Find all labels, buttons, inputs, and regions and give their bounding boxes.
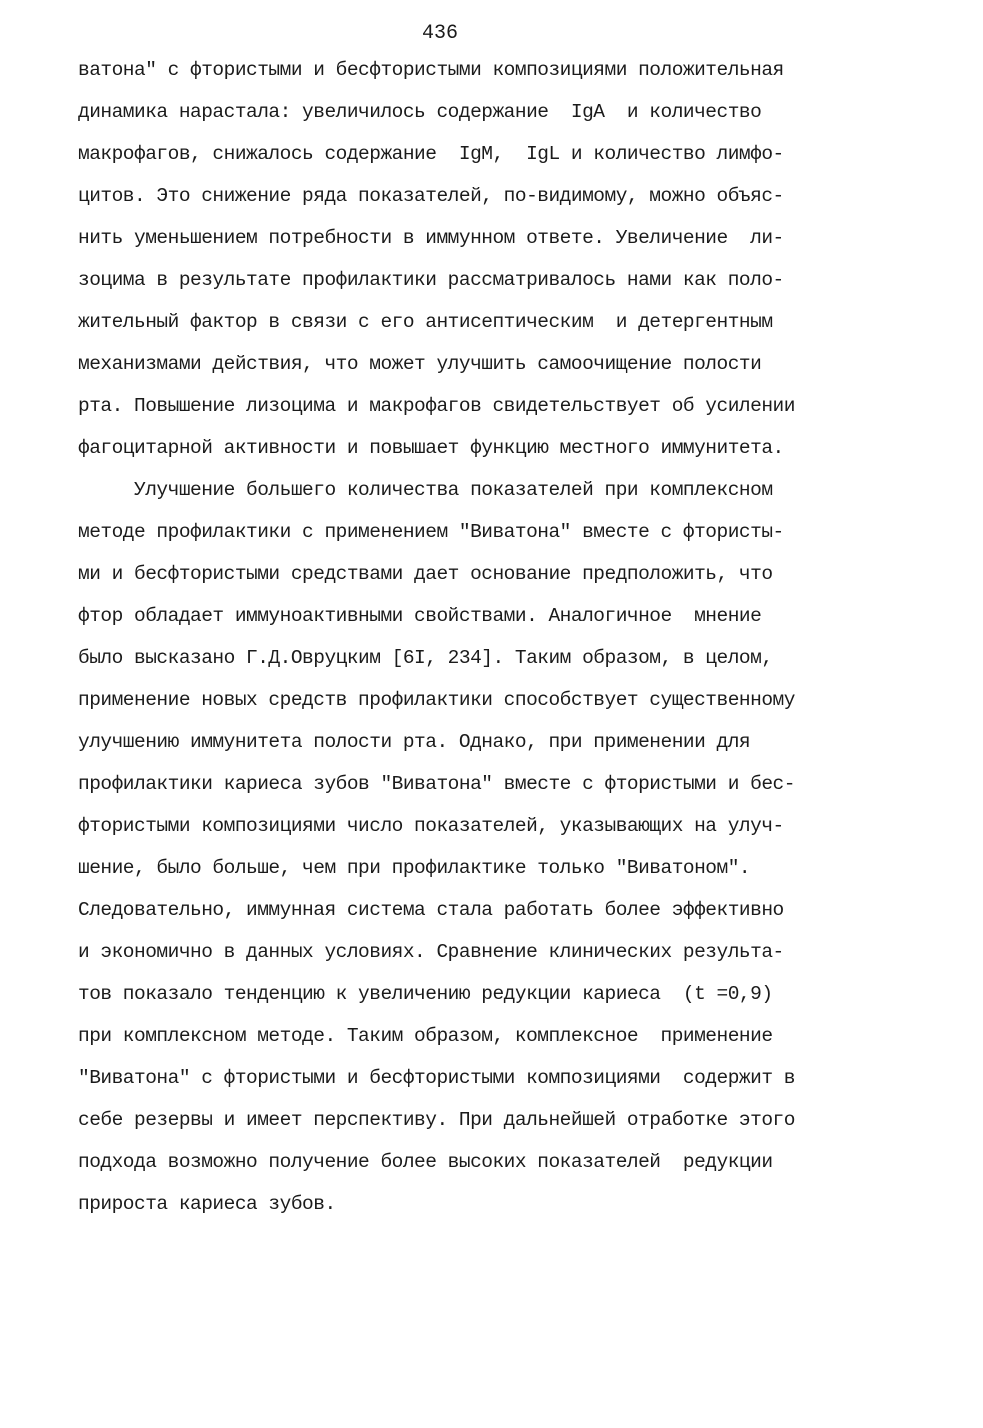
- text-line-18: профилактики кариеса зубов "Виватона" вместе с фтористыми и бес-: [78, 773, 795, 795]
- text-line-3: макрофагов, снижалось содержание IgM, IgL и количество лимфо-: [78, 143, 784, 165]
- text-line-17: улучшению иммунитета полости рта. Однако, при применении для: [78, 731, 751, 753]
- text-line-6: зоцима в результате профилактики рассматривалось нами как поло-: [78, 269, 784, 291]
- text-line-15: было высказано Г.Д.Овруцким [6I, 234]. Таким образом, в целом,: [78, 647, 773, 669]
- text-line-20: шение, было больше, чем при профилактике только "Виватоном".: [78, 857, 751, 879]
- text-line-1: ватона" с фтористыми и бесфтористыми композициями положительная: [78, 59, 784, 81]
- text-line-8: механизмами действия, что может улучшить самоочищение полости: [78, 353, 762, 375]
- text-line-11: Улучшение большего количества показателей при комплексном: [78, 479, 773, 501]
- text-line-27: подхода возможно получение более высоких показателей редукции: [78, 1151, 773, 1173]
- text-line-12: методе профилактики с применением "Виватона" вместе с фтористы-: [78, 521, 784, 543]
- text-line-19: фтористыми композициями число показателей, указывающих на улуч-: [78, 815, 784, 837]
- text-line-16: применение новых средств профилактики способствует существенному: [78, 689, 795, 711]
- text-line-4: цитов. Это снижение ряда показателей, по-видимому, можно объяс-: [78, 185, 784, 207]
- text-line-9: рта. Повышение лизоцима и макрофагов свидетельствует об усилении: [78, 395, 795, 417]
- text-line-28: прироста кариеса зубов.: [78, 1193, 336, 1215]
- text-line-21: Следовательно, иммунная система стала работать более эффективно: [78, 899, 784, 921]
- text-line-22: и экономично в данных условиях. Сравнение клинических результа-: [78, 941, 784, 963]
- text-line-2: динамика нарастала: увеличилось содержание IgA и количество: [78, 101, 762, 123]
- text-line-13: ми и бесфтористыми средствами дает основание предположить, что: [78, 563, 773, 585]
- text-line-25: "Виватона" с фтористыми и бесфтористыми композициями содержит в: [78, 1067, 795, 1089]
- text-line-23: тов показало тенденцию к увеличению редукции кариеса (t =0,9): [78, 983, 773, 1005]
- text-line-10: фагоцитарной активности и повышает функцию местного иммунитета.: [78, 437, 784, 459]
- text-line-7: жительный фактор в связи с его антисептическим и детергентным: [78, 311, 773, 333]
- text-line-26: себе резервы и имеет перспективу. При дальнейшей отработке этого: [78, 1109, 795, 1131]
- text-line-24: при комплексном методе. Таким образом, комплексное применение: [78, 1025, 773, 1047]
- text-line-14: фтор обладает иммуноактивными свойствами. Аналогичное мнение: [78, 605, 762, 627]
- text-line-5: нить уменьшением потребности в иммунном ответе. Увеличение ли-: [78, 227, 784, 249]
- page-number: 436: [421, 22, 458, 45]
